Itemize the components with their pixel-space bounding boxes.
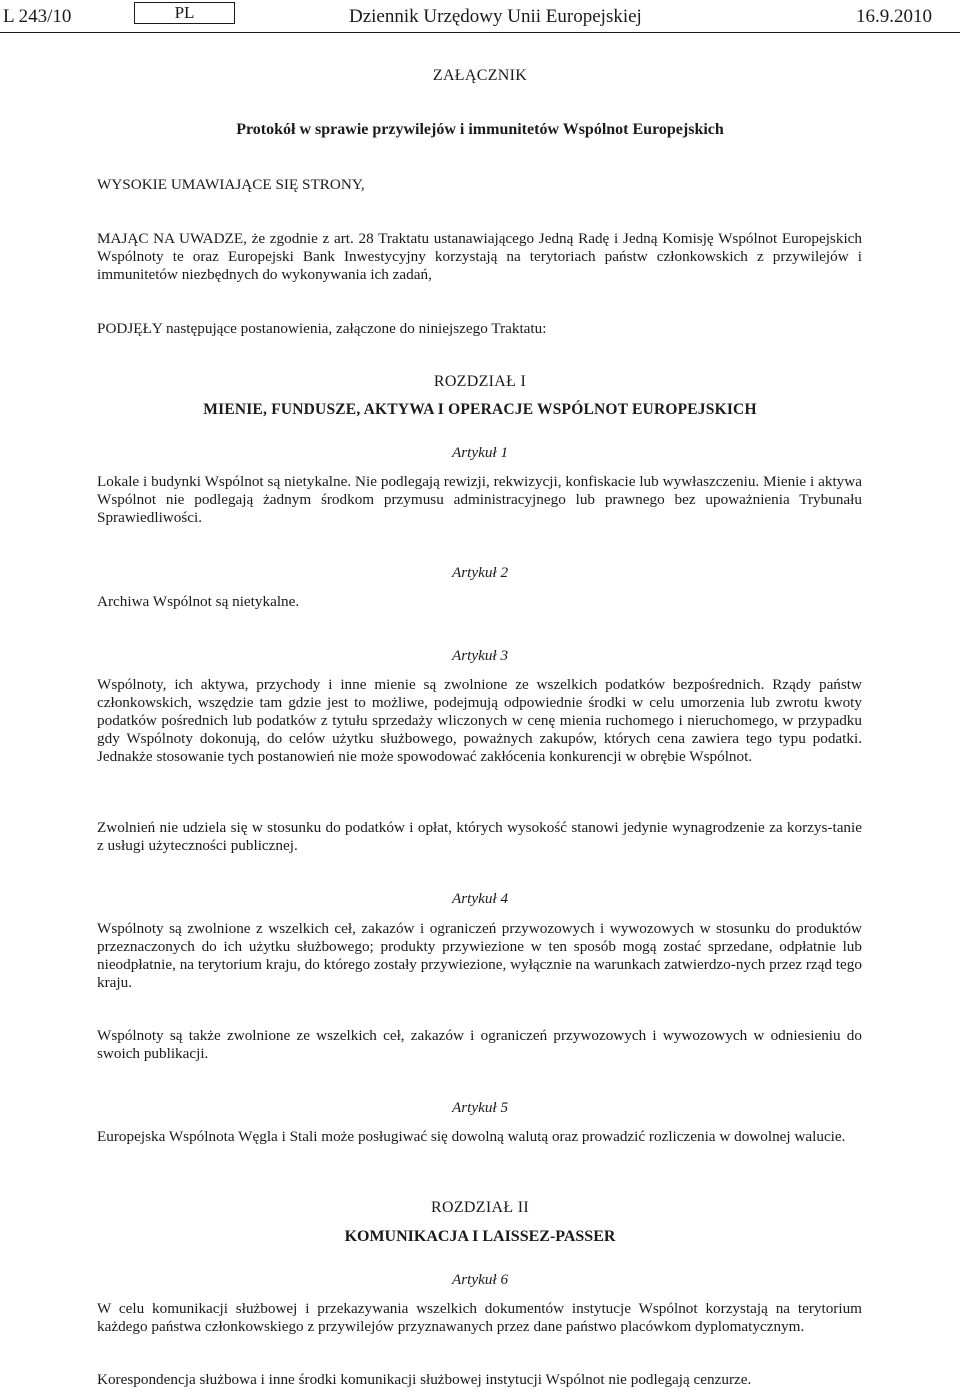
preamble-considering: MAJĄC NA UWADZE, że zgodnie z art. 28 Traktatu ustanawiającego Jedną Radę i Jedną Komisję Wspólnot Europejskich Wspólnoty te oraz Europejski Bank Inwestycyjny korzystają na terytoriach państw członkowskich z przywilejów i immunitetów niezbędnych do wykonywania ich zadań, — [97, 230, 862, 283]
article-5-text: Europejska Wspólnota Węgla i Stali może posługiwać się dowolną walutą oraz prowadzić rozliczenia w dowolnej walucie. — [97, 1128, 846, 1145]
article-6-paragraph-1: W celu komunikacji służbowej i przekazywania wszelkich dokumentów instytucje Wspólnot korzystają na terytorium każdego państwa członkowskiego z przywilejów przyznawanych przez dane państwo placówkom dyplomatycznym. — [97, 1300, 862, 1335]
publication-date: 16.9.2010 — [856, 6, 932, 27]
article-4-paragraph-1: Wspólnoty są zwolnione z wszelkich ceł, zakazów i ograniczeń przywozowych i wywozowych w stosunku do produktów przeznaczonych do ich użytku służbowego; produkty przywiezione w ten sposób mogą zostać sprzedane, odpłatnie lub nieodpłatnie, na terytorium kraju, do którego zostały przywiezione, wyłącznie na warunkach zatwierdzo-nych przez rząd tego kraju. — [97, 920, 862, 991]
article-6-paragraph-2: Korespondencja służbowa i inne środki komunikacji służbowej instytucji Wspólnot nie podlegają cenzurze. — [97, 1371, 752, 1388]
article-1-text: Lokale i budynki Wspólnot są nietykalne. Nie podlegają rewizji, rekwizycji, konfiskacie lub wywłaszczeniu. Mienie i aktywa Wspólnot nie podlegają żadnym środkom przymusu administracyjnego lub prawnego bez upoważnienia Trybunału Sprawiedliwości. — [97, 473, 862, 526]
article-6-label: Artykuł 6 — [451, 1271, 509, 1288]
page-reference: L 243/10 — [3, 6, 72, 27]
chapter-2-label: ROZDZIAŁ II — [431, 1199, 529, 1216]
page-header — [0, 0, 960, 34]
journal-title: Dziennik Urzędowy Unii Europejskiej — [349, 6, 642, 27]
article-5-label: Artykuł 5 — [451, 1099, 509, 1116]
article-3-label: Artykuł 3 — [451, 647, 509, 664]
protocol-title: Protokół w sprawie przywilejów i immunitetów Wspólnot Europejskich — [236, 121, 724, 138]
preamble-parties: WYSOKIE UMAWIAJĄCE SIĘ STRONY, — [97, 176, 365, 193]
chapter-2-title: KOMUNIKACJA I LAISSEZ-PASSER — [344, 1228, 616, 1245]
article-4-paragraph-2: Wspólnoty są także zwolnione ze wszelkich ceł, zakazów i ograniczeń przywozowych i wywozowych w odniesieniu do swoich publikacji. — [97, 1027, 862, 1062]
article-1-label: Artykuł 1 — [451, 444, 509, 461]
annex-label: ZAŁĄCZNIK — [432, 67, 528, 84]
chapter-1-label: ROZDZIAŁ I — [433, 373, 527, 390]
article-2-label: Artykuł 2 — [451, 564, 509, 581]
article-3-paragraph-1: Wspólnoty, ich aktywa, przychody i inne mienie są zwolnione ze wszelkich podatków bezpośrednich. Rządy państw członkowskich, wszędzie tam gdzie jest to możliwe, podejmują odpowiednie środki w celu umorzenia lub zwrotu kwoty podatków pośrednich lub podatków z tytułu sprzedaży wliczonych w cenę mienia ruchomego i nieruchomego, w przypadku gdy Wspólnoty dokonują, do celów użytku służbowego, poważnych zakupów, których cena zawiera tego typu podatki. Jednakże stosowanie tych postanowień nie może spowodować zakłócenia konkurencji w obrębie Wspólnot. — [97, 676, 862, 765]
article-2-text: Archiwa Wspólnot są nietykalne. — [97, 593, 300, 610]
chapter-1-title: MIENIE, FUNDUSZE, AKTYWA I OPERACJE WSPÓLNOT EUROPEJSKICH — [203, 401, 757, 418]
header-rule — [0, 32, 960, 33]
language-badge: PL — [134, 2, 235, 24]
preamble-agreed: PODJĘŁY następujące postanowienia, załączone do niniejszego Traktatu: — [97, 320, 547, 337]
article-3-paragraph-2: Zwolnień nie udziela się w stosunku do podatków i opłat, których wysokość stanowi jedynie wynagrodzenie za korzys-tanie z usługi użyteczności publicznej. — [97, 819, 862, 854]
article-4-label: Artykuł 4 — [451, 890, 509, 907]
